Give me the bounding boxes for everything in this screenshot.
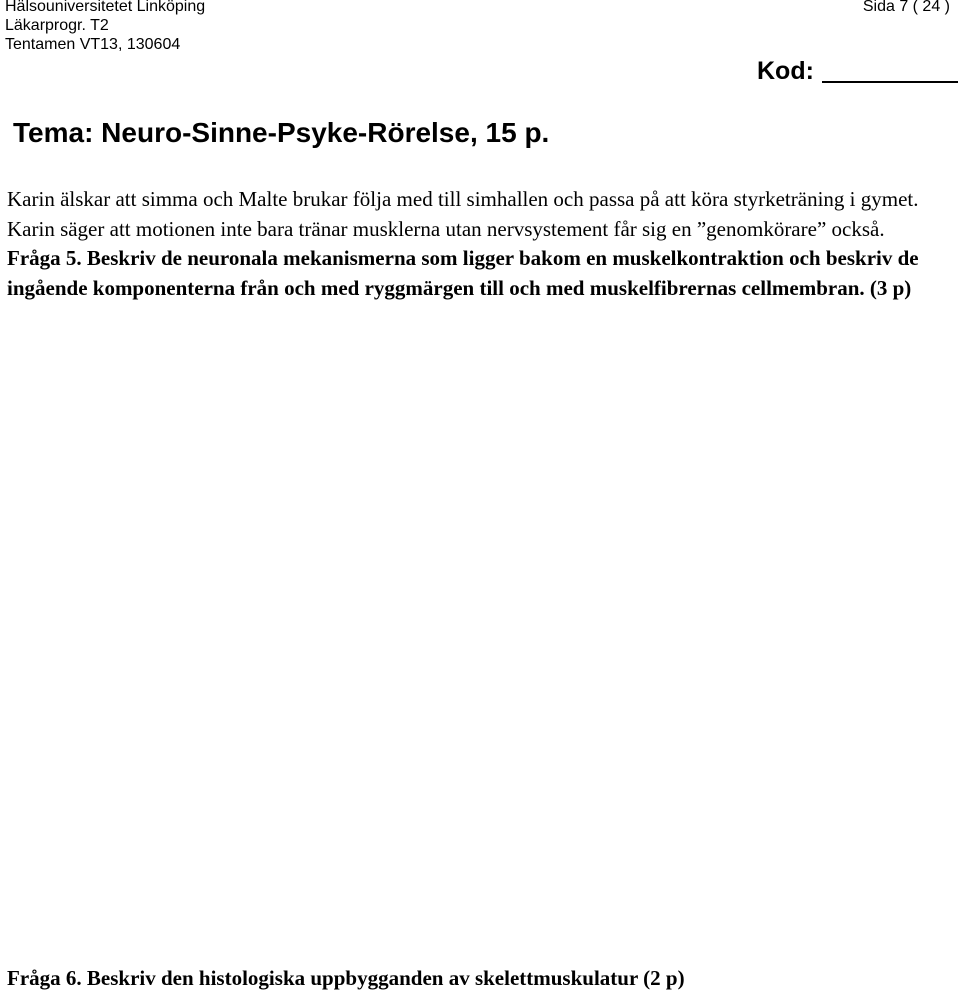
- question-5-label: Fråga 5.: [7, 246, 82, 271]
- question-5-text: Beskriv de neuronala mekanismerna som ligger bakom en muskelkontraktion och beskriv de ingående komponenterna från och med ryggmärgen till och med muskelfibrernas cellmembran. (3 p): [7, 246, 919, 300]
- theme-title: Tema: Neuro-Sinne-Psyke-Rörelse, 15 p.: [13, 117, 550, 148]
- code-label: Kod:: [757, 57, 814, 85]
- question-6-label: Fråga 6.: [7, 966, 82, 990]
- header-program: Läkarprogr. T2: [5, 17, 109, 34]
- code-blank-line[interactable]: [822, 81, 958, 83]
- question-6-text: Beskriv den histologiska uppbygganden av skelettmuskulatur (2 p): [86, 966, 685, 990]
- header-university: Hälsouniversitetet Linköping: [5, 0, 206, 15]
- page-number: Sida 7 ( 24 ): [862, 0, 950, 15]
- question-6-block: [7, 963, 685, 993]
- question-5-block: [7, 185, 953, 303]
- scenario-text: Karin älskar att simma och Malte brukar följa med till simhallen och passa på att köra styrketräning i gymet. Karin säger att motionen inte bara tränar musklerna utan nervsystement får sig en ”genomkörare” också.: [7, 187, 919, 241]
- header-exam: Tentamen VT13, 130604: [5, 36, 181, 53]
